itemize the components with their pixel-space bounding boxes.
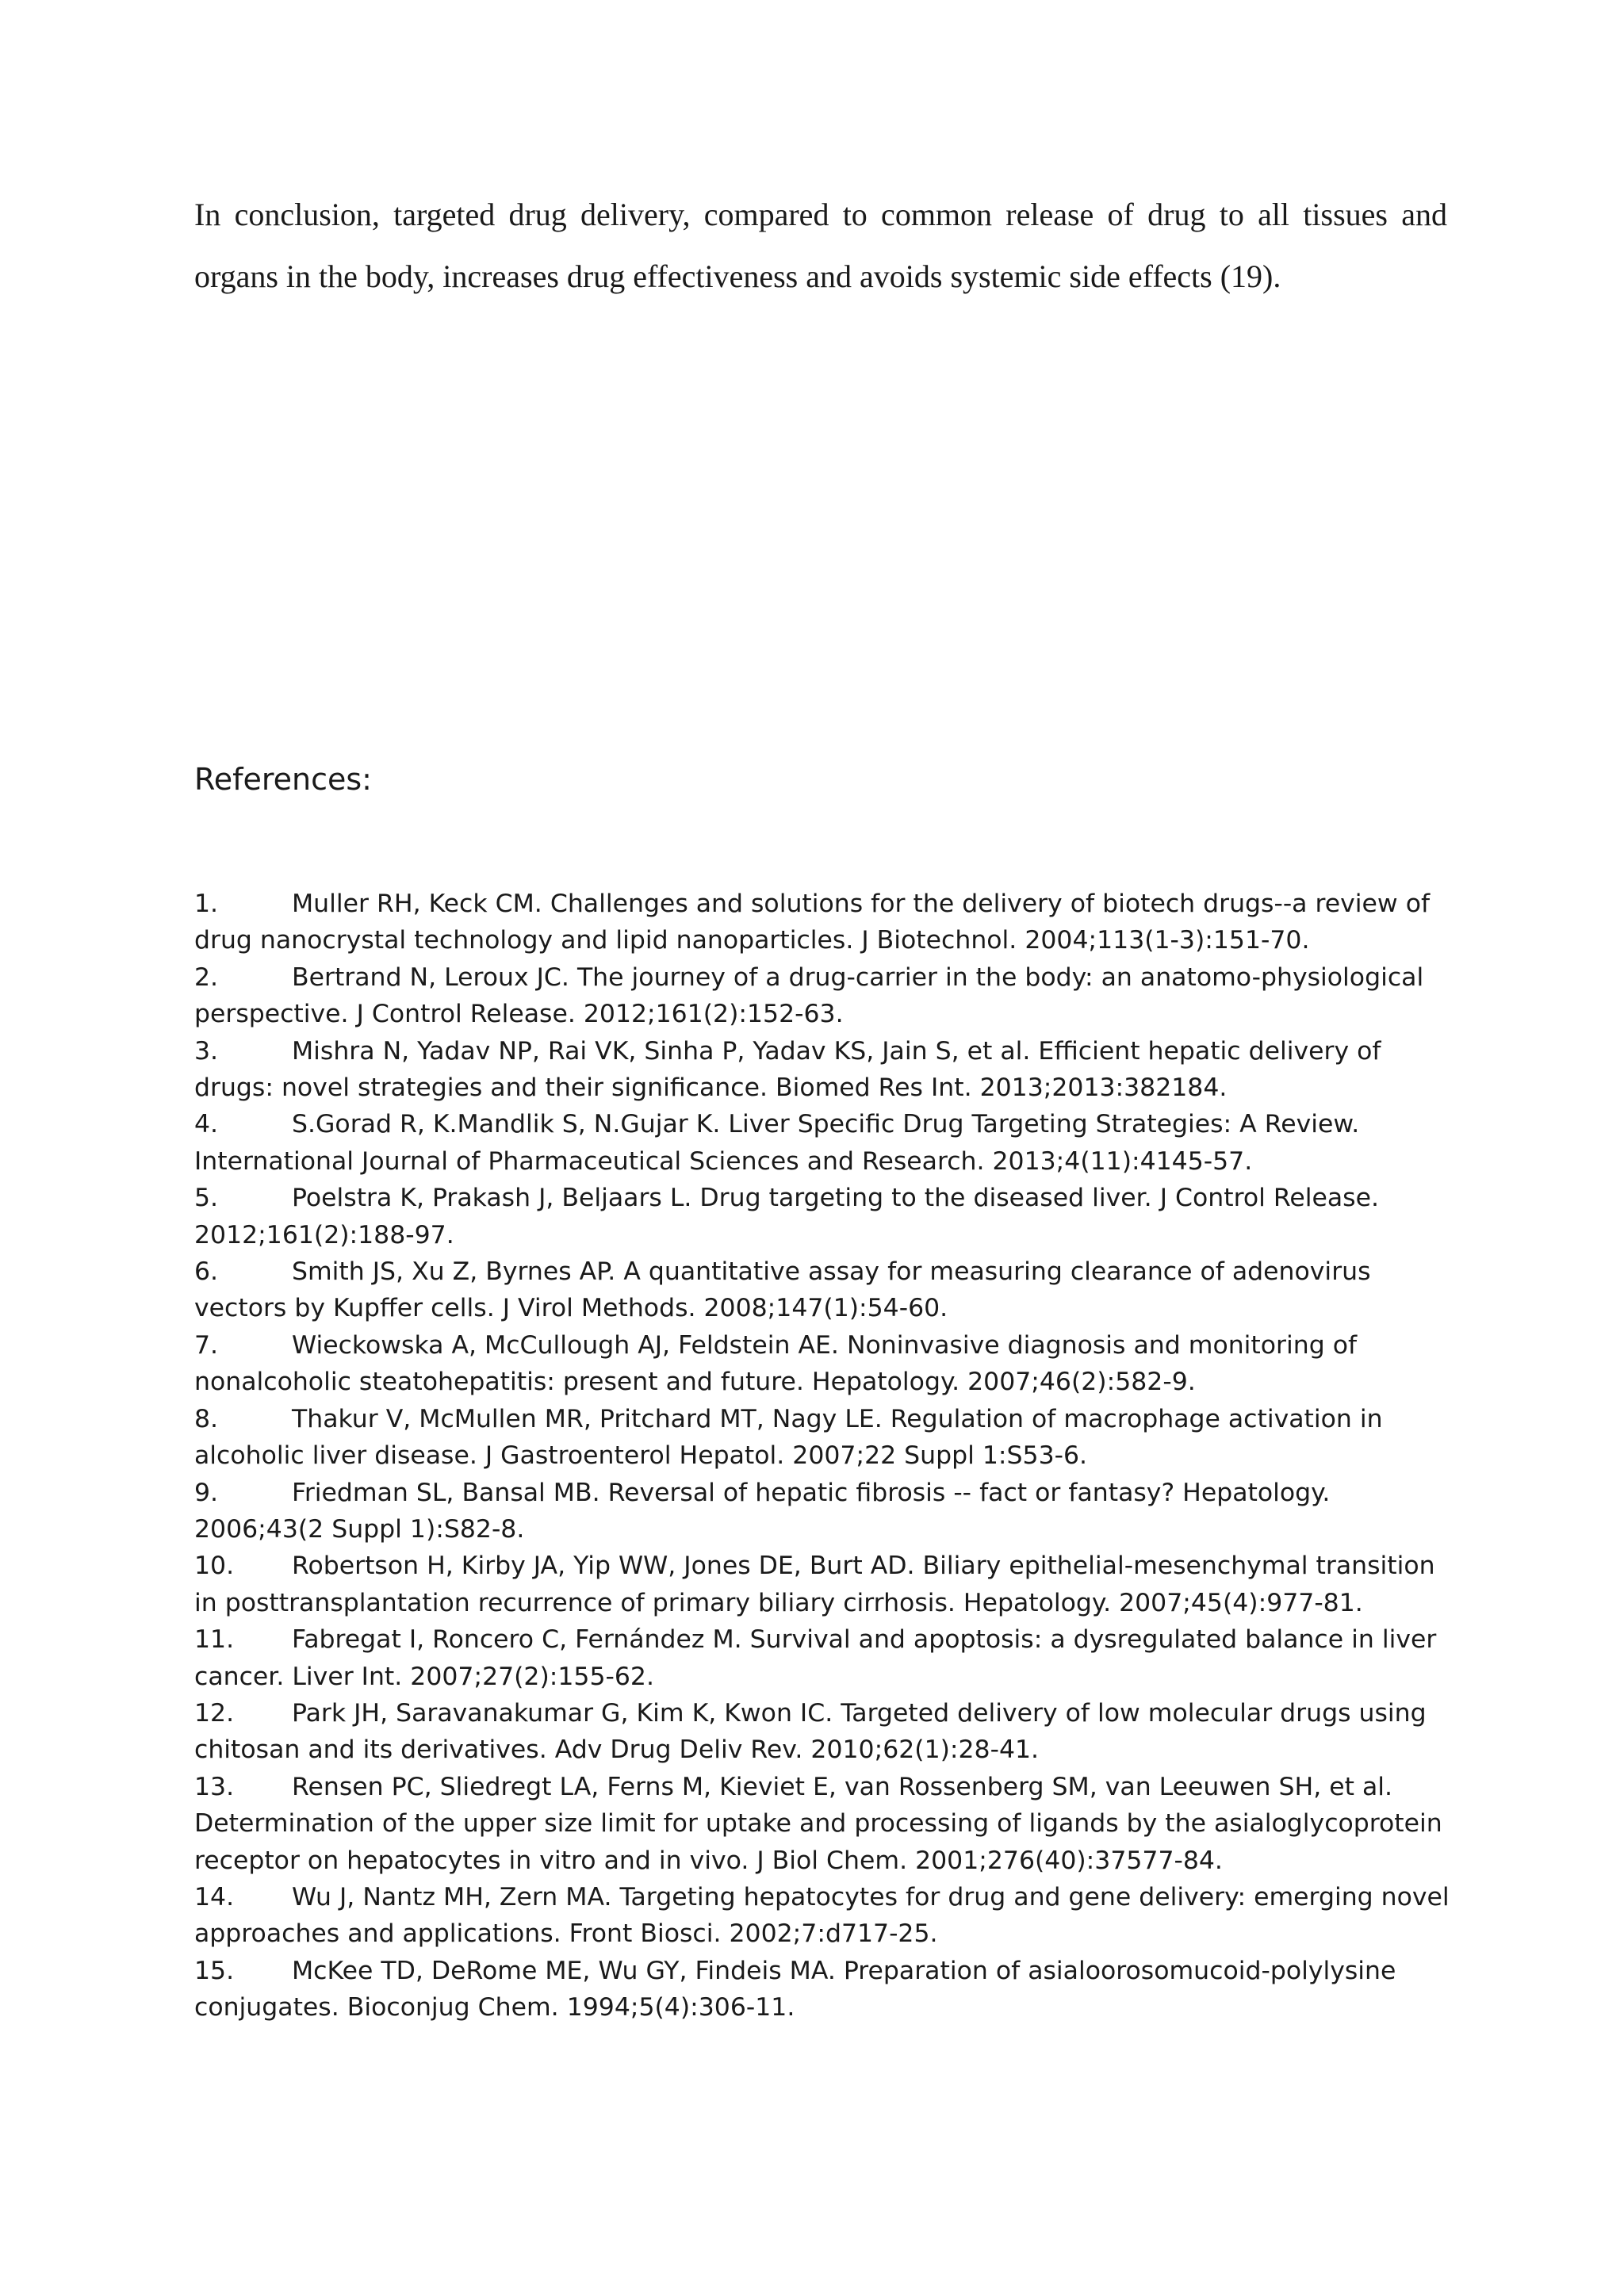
reference-text: Park JH, Saravanakumar G, Kim K, Kwon IC. Targeted delivery of low molecular drugs using chitosan and its derivatives. Adv Drug Deliv Rev. 2010;62(1):28-41. (194, 1698, 1427, 1765)
reference-number: 7. (194, 1330, 219, 1360)
reference-text: Muller RH, Keck CM. Challenges and solutions for the delivery of biotech drugs--a review of drug nanocrystal technology and lipid nanoparticles. J Biotechnol. 2004;113(1-3):151-70. (194, 890, 1431, 955)
reference-item (194, 1475, 1463, 1548)
reference-number: 15. (194, 1956, 235, 1985)
reference-list (194, 886, 1463, 2026)
reference-text: Smith JS, Xu Z, Byrnes AP. A quantitative assay for measuring clearance of adenovirus vectors by Kupffer cells. J Virol Methods. 2008;147(1):54-60. (194, 1257, 1371, 1323)
reference-number: 11. (194, 1625, 235, 1655)
reference-item (194, 1953, 1463, 2026)
reference-item (194, 1253, 1463, 1327)
reference-number: 9. (194, 1478, 219, 1507)
reference-item (194, 886, 1463, 959)
reference-text: Wieckowska A, McCullough AJ, Feldstein AE. Noninvasive diagnosis and monitoring of nonalcoholic steatohepatitis: present and future. Hepatology. 2007;46(2):582-9. (194, 1330, 1358, 1397)
reference-number: 12. (194, 1698, 235, 1728)
reference-item (194, 959, 1463, 1033)
reference-text: Thakur V, McMullen MR, Pritchard MT, Nagy LE. Regulation of macrophage activation in alcoholic liver disease. J Gastroenterol Hepatol. 2007;22 Suppl 1:S53-6. (194, 1404, 1383, 1471)
reference-item (194, 1180, 1463, 1253)
reference-item (194, 1401, 1463, 1475)
reference-text: Bertrand N, Leroux JC. The journey of a drug-carrier in the body: an anatomo-physiological perspective. J Control Release. 2012;161(2):152-63. (194, 962, 1424, 1029)
reference-number: 10. (194, 1552, 235, 1581)
reference-item (194, 1621, 1463, 1695)
reference-item (194, 1033, 1463, 1107)
reference-item (194, 1327, 1463, 1401)
reference-number: 2. (194, 962, 219, 992)
reference-number: 1. (194, 890, 219, 918)
reference-number: 6. (194, 1257, 219, 1287)
reference-number: 3. (194, 1036, 219, 1066)
reference-text: Friedman SL, Bansal MB. Reversal of hepatic fibrosis -- fact or fantasy? Hepatology. 2006;43(2 Suppl 1):S82-8. (194, 1478, 1331, 1544)
reference-item (194, 1106, 1463, 1180)
reference-text: Wu J, Nantz MH, Zern MA. Targeting hepatocytes for drug and gene delivery: emerging novel approaches and applications. Front Biosci. 2002;7:d717-25. (194, 1882, 1450, 1949)
reference-text: S.Gorad R, K.Mandlik S, N.Gujar K. Liver Specific Drug Targeting Strategies: A Review. International Journal of Pharmaceutical Sciences and Research. 2013;4(11):4145-57. (194, 1110, 1360, 1176)
references-heading: References: (194, 762, 372, 797)
reference-text: Poelstra K, Prakash J, Beljaars L. Drug targeting to the diseased liver. J Control Release. 2012;161(2):188-97. (194, 1184, 1379, 1249)
reference-number: 5. (194, 1184, 219, 1213)
reference-item (194, 1548, 1463, 1621)
reference-text: Mishra N, Yadav NP, Rai VK, Sinha P, Yadav KS, Jain S, et al. Efficient hepatic delivery of drugs: novel strategies and their significance. Biomed Res Int. 2013;2013:382184. (194, 1036, 1381, 1103)
reference-item (194, 1769, 1463, 1879)
reference-text: Rensen PC, Sliedregt LA, Ferns M, Kieviet E, van Rossenberg SM, van Leeuwen SH, et al. Determination of the upper size limit for uptake and processing of ligands by the asialoglycoprotein receptor on hepatocytes in vitro and in vivo. J Biol Chem. 2001;276(40):37577-84. (194, 1772, 1442, 1875)
reference-text: Robertson H, Kirby JA, Yip WW, Jones DE, Burt AD. Biliary epithelial-mesenchymal transition in posttransplantation recurrence of primary biliary cirrhosis. Hepatology. 2007;45(4):977-81. (194, 1552, 1435, 1617)
reference-item (194, 1879, 1463, 1953)
reference-number: 4. (194, 1110, 219, 1139)
reference-number: 8. (194, 1404, 219, 1433)
conclusion-paragraph: In conclusion, targeted drug delivery, compared to common release of drug to all tissues and organs in the body, increases drug effectiveness and avoids systemic side effects (19). (194, 197, 1447, 294)
reference-text: McKee TD, DeRome ME, Wu GY, Findeis MA. Preparation of asialoorosomucoid-polylysine conjugates. Bioconjug Chem. 1994;5(4):306-11. (194, 1956, 1396, 2022)
reference-item (194, 1695, 1463, 1769)
reference-text: Fabregat I, Roncero C, Fernández M. Survival and apoptosis: a dysregulated balance in liver cancer. Liver Int. 2007;27(2):155-62. (194, 1625, 1437, 1691)
reference-number: 13. (194, 1772, 235, 1801)
reference-number: 14. (194, 1882, 235, 1911)
